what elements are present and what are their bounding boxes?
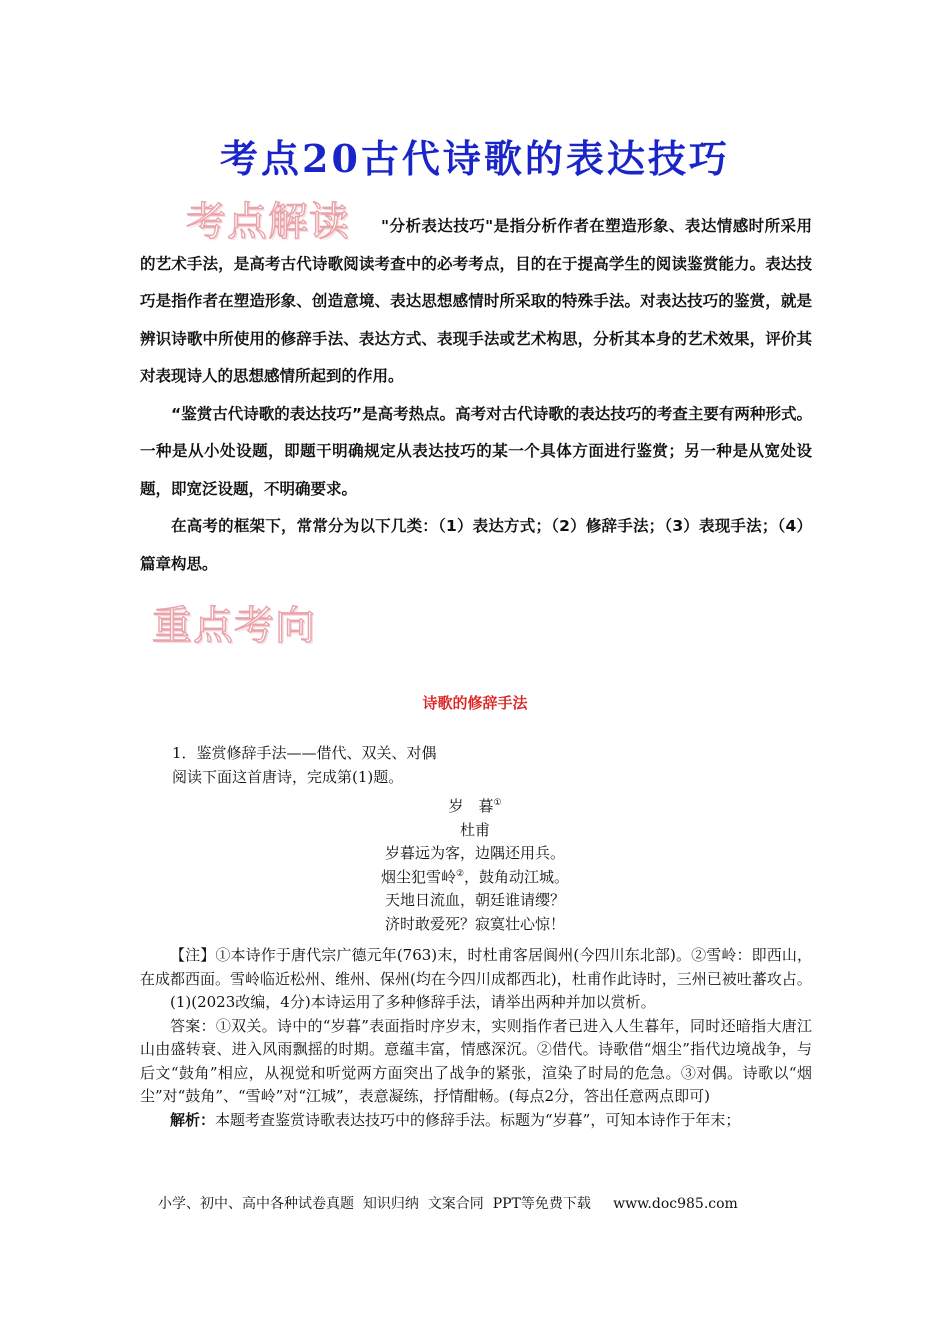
- intro-paragraph-2: “鉴赏古代诗歌的表达技巧”是高考热点。高考对古代诗歌的表达技巧的考查主要有两种形式。一种是从小处设题，即题干明确规定从表达技巧的某一个具体方面进行鉴赏；另一种是从宽处设题，即宽泛设题，不明确要求。: [140, 404, 812, 498]
- explanation-block: [140, 944, 812, 1132]
- poem-author: 杜甫: [459, 820, 490, 839]
- poem-notes: 【注】①本诗作于唐代宗广德元年(763)末，时杜甫客居阆州(今四川东北部)。②雪岭：即西山，在成都西面。雪岭临近松州、维州、保州(均在今四川成都西北)，杜甫作此诗时，三州已被吐蕃攻占。: [140, 946, 812, 988]
- answer: 答案：①双关。诗中的“岁暮”表面指时序岁末，实则指作者已进入人生暮年，同时还暗指大唐江山由盛转衰、进入风雨飘摇的时期。意蕴丰富，情感深沉。②借代。诗歌借“烟尘”指代边境战争，与后文“鼓角”相应，从视觉和听觉两方面突出了战争的紧张，渲染了时局的危急。③对偶。诗歌以“烟尘”对“鼓角”、“雪岭”对“江城”，表意凝练，抒情酣畅。(每点2分，答出任意两点即可): [140, 1016, 812, 1105]
- section-label-key-directions: 重点考向: [152, 603, 316, 649]
- page-title: 考点20古代诗歌的表达技巧: [220, 136, 730, 181]
- page-footer: 小学、初中、高中各种试卷真题 知识归纳 文案合同 PPT等免费下载 www.doc985.com: [158, 1196, 738, 1212]
- analysis: 解析：本题考查鉴赏诗歌表达技巧中的修辞手法。标题为“岁暮”，可知本诗作于年末；: [170, 1110, 741, 1129]
- poem-line-2: 烟尘犯雪岭②，鼓角动江城。: [380, 867, 570, 886]
- question: (1)(2023改编，4分)本诗运用了多种修辞手法，请举出两种并加以赏析。: [170, 993, 656, 1011]
- poem-line-3: 天地日流血，朝廷谁请缨？: [384, 891, 565, 909]
- reading-instruction: 阅读下面这首唐诗，完成第(1)题。: [172, 767, 404, 786]
- poem-line-4: 济时敢爱死？寂寞壮心惊！: [384, 914, 565, 933]
- item-heading: [140, 742, 812, 789]
- poem-line-1: 岁暮远为客，边隅还用兵。: [384, 844, 565, 862]
- section-label-interpretation: 考点解读: [186, 199, 350, 245]
- section-subheading: 诗歌的修辞手法: [422, 694, 528, 712]
- poem: [0, 795, 950, 936]
- item-1-title: 1．鉴赏修辞手法——借代、双关、对偶: [172, 744, 437, 762]
- intro-block: [140, 208, 812, 583]
- intro-paragraph-3: 在高考的框架下，常常分为以下几类：（1）表达方式；（2）修辞手法；（3）表现手法；（4）篇章构思。: [140, 517, 812, 573]
- poem-title: 岁 暮①: [448, 797, 502, 815]
- intro-paragraph-1: "分析表达技巧"是指分析作者在塑造形象、表达情感时所采用的艺术手法，是高考古代诗歌阅读考查中的必考考点，目的在于提高学生的阅读鉴赏能力。表达技巧是指作者在塑造形象、创造意境、表达思想感情时所采取的特殊手法。对表达技巧的鉴赏，就是辨识诗歌中所使用的修辞手法、表达方式、表现手法或艺术构思，分析其本身的艺术效果，评价其对表现诗人的思想感情所起到的作用。: [140, 217, 812, 385]
